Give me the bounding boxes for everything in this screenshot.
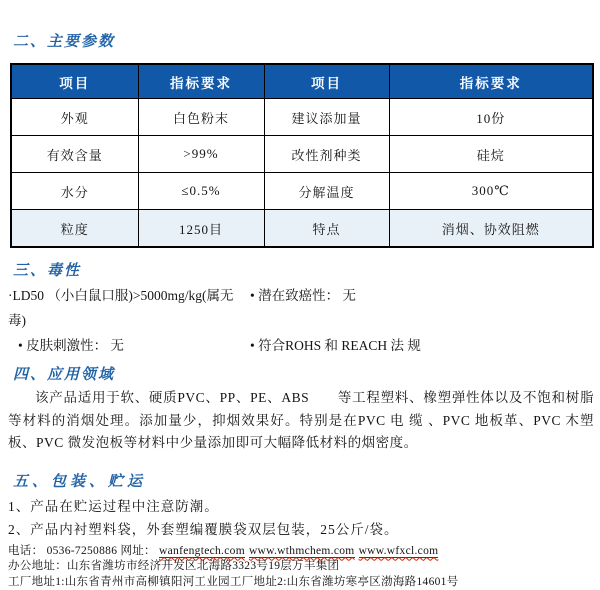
toxicity-line-2 [8,333,600,358]
cell-decomposition-label: 分解温度 [264,173,389,210]
section-heading-application: 四、应用领域 [13,363,600,384]
website-label: 网址： [117,545,159,557]
contact-block [8,544,600,590]
phone-label: 电话： [8,545,47,557]
cell-moisture-value: ≤0.5% [138,173,264,210]
cell-dosage-label: 建议添加量 [264,99,389,136]
table-row [11,99,593,136]
cell-content-value: >99% [138,136,264,173]
cell-feature-label: 特点 [264,210,389,248]
col-header-spec-2: 指标要求 [389,64,593,99]
cell-modifier-value: 硅烷 [389,136,593,173]
section-heading-main-parameters: 二、主要参数 [13,0,600,51]
cell-particle-label: 粒度 [11,210,138,248]
website-link-wanfengtech[interactable]: wanfengtech.com [159,545,245,558]
section-heading-toxicity: 三、毒性 [13,259,600,280]
rohs-reach-compliance: • 符合ROHS 和 REACH 法 规 [250,333,600,358]
phone-number: 0536-7250886 [47,545,118,557]
ld50-value: ·LD50 （小白鼠口服)>5000mg/kg(属无毒) [8,283,250,333]
factory-address-line: 工厂地址1:山东省青州市高柳镇阳河工业园工厂地址2:山东省潍坊寒亭区渤海路14601号 [8,575,600,590]
carcinogenicity-value: • 潜在致癌性： 无 [250,283,600,333]
cell-particle-value: 1250目 [138,210,264,248]
cell-moisture-label: 水分 [11,173,138,210]
cell-feature-value: 消烟、协效阻燃 [389,210,593,248]
office-address-line: 办公地址：山东省潍坊市经济开发区北海路3323号19层万丰集团 [8,559,600,575]
section-heading-packaging: 五、包装、贮运 [13,470,600,491]
cell-decomposition-value: 300℃ [389,173,593,210]
table-row [11,136,593,173]
col-header-item-1: 项目 [11,64,138,99]
table-row [11,173,593,210]
toxicity-line-1 [8,283,600,333]
application-paragraph: 该产品适用于软、硬质PVC、PP、PE、ABS 等工程塑料、橡塑弹性体以及不饱和树脂等材料的消烟处理。添加量少，抑烟效果好。特别是在PVC 电 缆 、PVC 地板革、PVC 木塑板、PVC 微发泡板等材料中少量添加即可大幅降低材料的烟密度。 [8,387,594,455]
skin-irritation-value: • 皮肤刺激性： 无 [8,333,250,358]
phone-web-line [8,544,600,560]
cell-modifier-label: 改性剂种类 [264,136,389,173]
website-link-wfxcl[interactable]: www.wfxcl.com [359,545,439,558]
cell-dosage-value: 10份 [389,99,593,136]
parameters-table [10,63,594,248]
cell-appearance-label: 外观 [11,99,138,136]
table-row [11,210,593,248]
col-header-spec-1: 指标要求 [138,64,264,99]
packaging-item-1: 1、产品在贮运过程中注意防潮。 [8,498,600,515]
website-link-wthmchem[interactable]: www.wthmchem.com [249,545,355,558]
col-header-item-2: 项目 [264,64,389,99]
cell-content-label: 有效含量 [11,136,138,173]
cell-appearance-value: 白色粉末 [138,99,264,136]
packaging-item-2: 2、产品内衬塑料袋，外套塑编覆膜袋双层包装，25公斤/袋。 [8,521,600,538]
table-header-row [11,64,593,99]
